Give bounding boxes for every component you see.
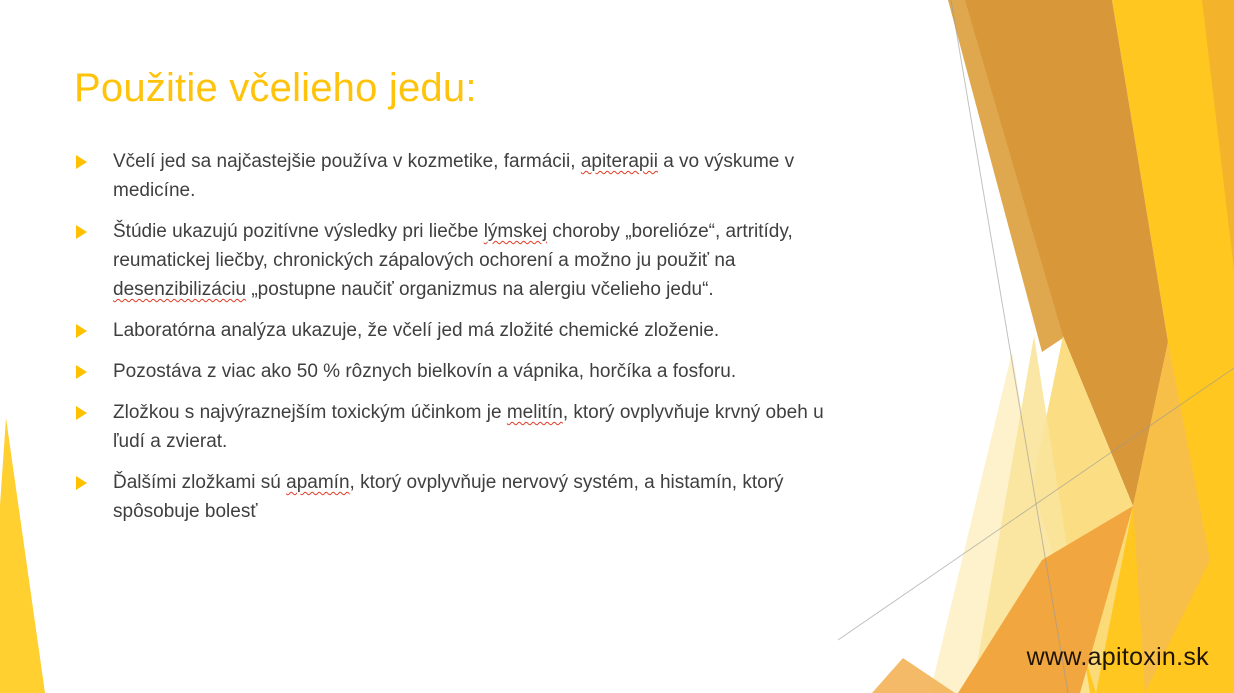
bullet-list (76, 147, 946, 538)
bullet-item (76, 316, 946, 345)
bullet-item (76, 147, 946, 205)
bullet-item (76, 468, 946, 526)
misspelled-word: apiterapii (580, 151, 658, 172)
misspelled-word: lýmskej (483, 221, 548, 242)
bullet-triangle-icon (76, 217, 113, 304)
bullet-triangle-icon (76, 468, 113, 526)
bullet-text: Pozostáva z viac ako 50 % rôznych bielkovín a vápnika, horčíka a fosforu. (113, 361, 737, 382)
misspelled-word: apamín (286, 472, 350, 493)
bullet-triangle-icon (76, 316, 113, 345)
bullet-triangle-icon (76, 147, 113, 205)
misspelled-word: melitín (506, 402, 563, 423)
slide-title: Použitie včelieho jedu: (74, 66, 477, 110)
bullet-triangle-icon (76, 398, 113, 456)
bullet-text: Štúdie ukazujú pozitívne výsledky pri liečbe lýmskej choroby „borelióze“, artritídy, reumatickej liečby, chronických zápalových ochorení a možno ju použiť na desenzibilizáciu „postupne naučiť organizmus na alergiu včelieho jedu“. (113, 221, 793, 300)
website-url: www.apitoxin.sk (1026, 643, 1209, 671)
bullet-text: Laboratórna analýza ukazuje, že včelí jed má zložité chemické zloženie. (113, 320, 720, 341)
bullet-item (76, 217, 946, 304)
bullet-text: Včelí jed sa najčastejšie používa v kozmetike, farmácii, apiterapii a vo výskume v medicíne. (113, 151, 795, 201)
bullet-item (76, 398, 946, 456)
bullet-triangle-icon (76, 357, 113, 386)
bullet-item (76, 357, 946, 386)
bullet-text: Zložkou s najvýraznejším toxickým účinkom je melitín, ktorý ovplyvňuje krvný obeh u ľudí a zvierat. (113, 402, 824, 452)
bullet-text: Ďalšími zložkami sú apamín, ktorý ovplyvňuje nervový systém, a histamín, ktorý spôsobuje bolesť (113, 472, 784, 522)
misspelled-word: desenzibilizáciu (113, 279, 247, 300)
decor-shape-left-wedge (0, 418, 45, 693)
